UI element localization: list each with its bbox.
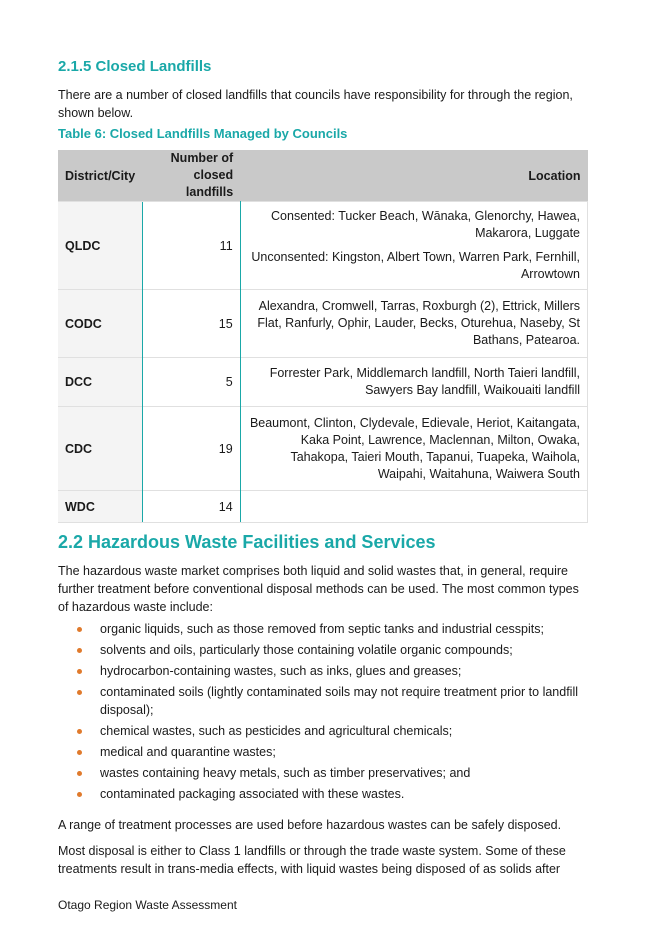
bullet-icon <box>77 669 82 674</box>
location-unconsented: Unconsented: Kingston, Albert Town, Warren Park, Fernhill, Arrowtown <box>251 250 580 281</box>
cell-district: QLDC <box>58 202 142 290</box>
list-item: medical and quarantine wastes; <box>58 743 578 761</box>
table-header-row <box>58 150 588 202</box>
list-item: hydrocarbon-containing wastes, such as inks, glues and greases; <box>58 662 578 680</box>
cell-district: WDC <box>58 491 142 523</box>
list-item: organic liquids, such as those removed from septic tanks and industrial cesspits; <box>58 620 578 638</box>
cell-district: DCC <box>58 358 142 407</box>
table-row <box>58 491 588 523</box>
bullet-icon <box>77 771 82 776</box>
header-district: District/City <box>58 150 142 202</box>
bullet-icon <box>77 648 82 653</box>
cell-district: CDC <box>58 407 142 491</box>
list-item: solvents and oils, particularly those containing volatile organic compounds; <box>58 641 578 659</box>
cell-location <box>240 491 587 523</box>
treatment-paragraph: A range of treatment processes are used before hazardous wastes can be safely disposed. <box>58 818 562 832</box>
bullet-icon <box>77 792 82 797</box>
section-heading-closed-landfills: 2.1.5 Closed Landfills <box>58 58 212 75</box>
location-consented: Consented: Tucker Beach, Wānaka, Glenorchy, Hawea, Makarora, Luggate <box>271 209 580 240</box>
closed-landfills-intro: There are a number of closed landfills that councils have responsibility for through the region, shown below. <box>58 88 573 120</box>
section-heading-hazardous-waste: 2.2 Hazardous Waste Facilities and Services <box>58 532 436 552</box>
header-location: Location <box>240 150 587 202</box>
bullet-icon <box>77 627 82 632</box>
table-row <box>58 358 588 407</box>
cell-count: 15 <box>142 290 240 358</box>
cell-count: 19 <box>142 407 240 491</box>
hazardous-waste-list <box>58 620 578 806</box>
hazardous-waste-intro: The hazardous waste market comprises both liquid and solid wastes that, in general, require further treatment before conventional disposal methods can be used. The most common types of hazardous waste include: <box>58 564 579 614</box>
table-caption: Table 6: Closed Landfills Managed by Councils <box>58 126 348 141</box>
disposal-paragraph: Most disposal is either to Class 1 landfills or through the trade waste system. Some of these treatments result in trans-media effects, with liquid wastes being disposed of as solids after <box>58 844 566 876</box>
cell-location <box>240 202 587 290</box>
list-item: contaminated packaging associated with these wastes. <box>58 785 578 803</box>
list-item: chemical wastes, such as pesticides and agricultural chemicals; <box>58 722 578 740</box>
cell-count: 5 <box>142 358 240 407</box>
bullet-icon <box>77 750 82 755</box>
table-row <box>58 407 588 491</box>
table-row <box>58 290 588 358</box>
cell-location: Forrester Park, Middlemarch landfill, North Taieri landfill, Sawyers Bay landfill, Waikouaiti landfill <box>240 358 587 407</box>
cell-location: Beaumont, Clinton, Clydevale, Edievale, Heriot, Kaitangata, Kaka Point, Lawrence, Maclennan, Milton, Owaka, Tahakopa, Taieri Mouth, Tapanui, Tuapeka, Waihola, Waipahi, Waitahuna, Waiwera South <box>240 407 587 491</box>
cell-location: Alexandra, Cromwell, Tarras, Roxburgh (2), Ettrick, Millers Flat, Ranfurly, Ophir, Lauder, Becks, Oturehua, Naseby, St Bathans, Patearoa. <box>240 290 587 358</box>
cell-count: 11 <box>142 202 240 290</box>
cell-count: 14 <box>142 491 240 523</box>
bullet-icon <box>77 729 82 734</box>
cell-district: CODC <box>58 290 142 358</box>
list-item: wastes containing heavy metals, such as timber preservatives; and <box>58 764 578 782</box>
header-count: Number of closed landfills <box>142 150 240 202</box>
table-row <box>58 202 588 290</box>
page-footer: Otago Region Waste Assessment <box>58 898 237 912</box>
closed-landfills-table <box>58 150 588 523</box>
list-item: contaminated soils (lightly contaminated soils may not require treatment prior to landfill disposal); <box>58 683 578 719</box>
bullet-icon <box>77 690 82 695</box>
